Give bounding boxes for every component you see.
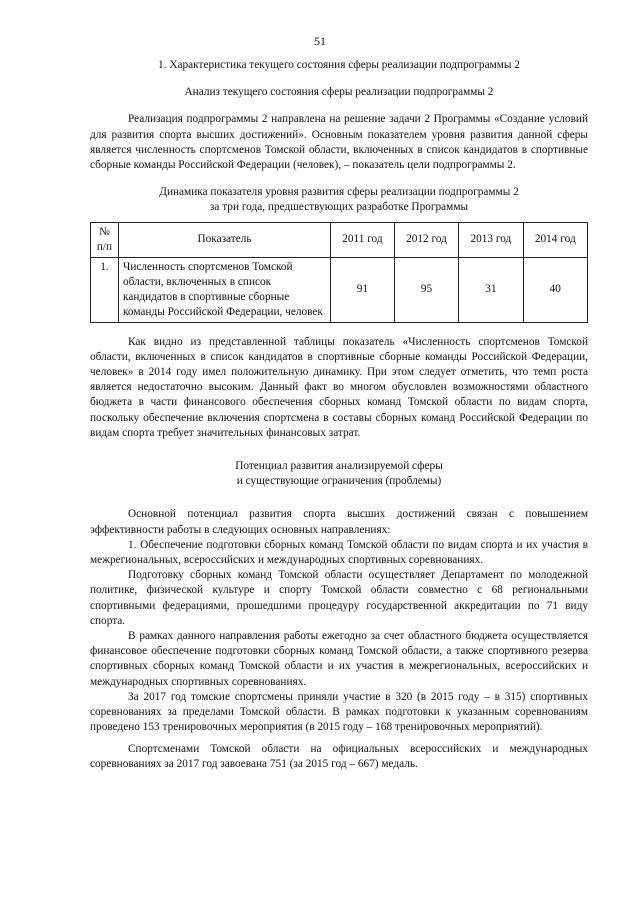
header-2013: 2013 год [459,222,523,257]
header-2011: 2011 год [331,222,395,257]
header-2014: 2014 год [523,222,587,257]
page-content [90,58,588,772]
potential-paragraph: В рамках данного направления работы ежегодно за счет областного бюджета осуществляется финансовое обеспечение подготовки сборных команд Томской области, а также спортивного резерва спортивных сборных команд Томской области и их участия в межрегиональных, всероссийских и международных спортивных соревнованиях. [90,630,588,688]
potential-paragraph: Спортсменами Томской области на официальных всероссийских и международных соревнованиях за 2017 год завоевана 751 (за 2015 год – 667) медаль. [90,742,588,770]
row-indicator: Численность спортсменов Томской области, включенных в список кандидатов в спортивные сборные команды Российской Федерации, человек [119,257,331,322]
page-number: 51 [314,34,326,48]
header-indicator: Показатель [119,222,331,257]
header-number [91,222,119,257]
table-title-line-1: Динамика показателя уровня развития сферы реализации подпрограммы 2 [159,186,519,199]
header-number-line2: п/п [96,240,113,253]
potential-title-line-2: и существующие ограничения (проблемы) [236,475,442,488]
intro-paragraph: Реализация подпрограммы 2 направлена на решение задачи 2 Программы «Создание условий для развития спорта высших достижений». Основным показателем уровня развития данной сферы является численность спортсменов Томской области, включенных в список кандидатов в спортивные сборные команды Российской Федерации (человек), – показатель цели подпрограммы 2. [90,113,588,172]
table-row [91,257,588,322]
potential-paragraph: Основной потенциал развития спорта высших достижений связан с повышением эффективности работы в следующих основных направлениях: [90,508,588,536]
table-header-row [91,222,588,257]
section-title: 1. Характеристика текущего состояния сферы реализации подпрограммы 2 [158,59,520,71]
row-value-2013: 31 [459,257,523,322]
potential-paragraph: 1. Обеспечение подготовки сборных команд Томской области по видам спорта и их участия в межрегиональных, всероссийских и международных спортивных соревнованиях. [90,538,588,567]
indicator-table [90,222,588,323]
subsection-title: Анализ текущего состояния сферы реализации подпрограммы 2 [184,86,494,99]
row-number: 1. [91,257,119,322]
potential-paragraph: Подготовку сборных команд Томской области осуществляет Департамент по молодежной политике, физической культуре и спорту Томской области совместно с 68 региональными спортивными федерациями, прошедшими процедуру государственной аккредитации по 71 виду спорта. [90,569,588,627]
header-2012: 2012 год [394,222,458,257]
row-value-2012: 95 [394,257,458,322]
row-value-2014: 40 [523,257,587,322]
header-number-line1: № [99,225,110,238]
table-title-line-2: за три года, предшествующих разработке Программы [209,201,469,214]
potential-title-line-1: Потенциал развития анализируемой сферы [235,460,443,473]
row-value-2011: 91 [331,257,395,322]
analysis-paragraph: Как видно из представленной таблицы показатель «Численность спортсменов Томской области, включенных в список кандидатов в спортивные сборные команды Российской Федерации, человек» в 2014 году имел положительную динамику. При этом следует отметить, что темп роста является недостаточно высоким. Данный факт во многом обусловлен возможностями областного бюджета в части финансового обеспечения сборных команд Томской области по видам спорта, поскольку обеспечение включения спортсмена в составы сборных команд Российской Федерации по видам спорта требует значительных финансовых затрат. [90,335,588,439]
potential-paragraph: За 2017 год томские спортсмены приняли участие в 320 (в 2015 году – в 315) спортивных соревнованиях за пределами Томской области. В рамках подготовки к указанным соревнованиям проведено 153 тренировочных мероприятия (в 2015 году – 168 тренировочных мероприятий). [90,690,588,734]
